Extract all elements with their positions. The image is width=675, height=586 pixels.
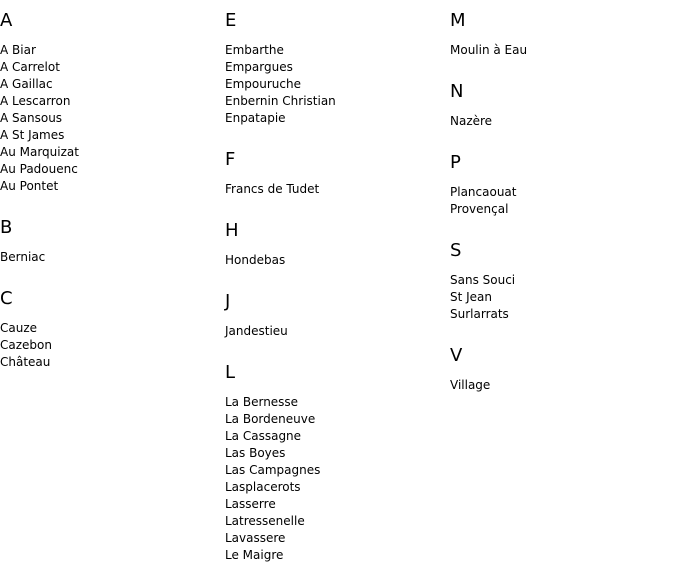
letter-group (0, 10, 220, 195)
place-link[interactable]: Francs de Tudet (225, 182, 320, 196)
letter-group (225, 10, 445, 127)
place-link[interactable]: Plancaouat (450, 185, 517, 199)
place-link[interactable]: Embarthe (225, 43, 284, 57)
place-link[interactable]: Jandestieu (225, 324, 288, 338)
letter-group (450, 345, 670, 394)
place-list (225, 323, 445, 340)
place-link[interactable]: A Carrelot (0, 60, 60, 74)
letter-heading: S (450, 240, 462, 261)
place-list (450, 42, 670, 59)
place-link[interactable]: Las Boyes (225, 446, 286, 460)
letter-group (450, 152, 670, 218)
place-link[interactable]: Le Maigre (225, 548, 284, 562)
place-list (225, 181, 445, 198)
place-list (0, 320, 220, 371)
place-link[interactable]: Au Padouenc (0, 162, 78, 176)
index-column (0, 10, 220, 393)
place-list (225, 394, 445, 564)
place-link[interactable]: A St James (0, 128, 65, 142)
index-column (450, 10, 670, 416)
place-link[interactable]: Lasserre (225, 497, 276, 511)
letter-heading: F (225, 149, 236, 170)
letter-group (450, 10, 670, 59)
letter-heading: L (225, 362, 236, 383)
place-link[interactable]: Provençal (450, 202, 509, 216)
place-link[interactable]: La Bernesse (225, 395, 299, 409)
place-list (450, 113, 670, 130)
place-list (450, 377, 670, 394)
letter-group (225, 220, 445, 269)
letter-group (225, 291, 445, 340)
place-link[interactable]: St Jean (450, 290, 493, 304)
place-link[interactable]: La Bordeneuve (225, 412, 316, 426)
letter-group (225, 149, 445, 198)
place-link[interactable]: Hondebas (225, 253, 286, 267)
place-list (225, 252, 445, 269)
letter-heading: C (0, 288, 13, 309)
letter-group (0, 288, 220, 371)
place-link[interactable]: Las Campagnes (225, 463, 321, 477)
place-link[interactable]: Surlarrats (450, 307, 509, 321)
place-link[interactable]: A Sansous (0, 111, 63, 125)
place-link[interactable]: Enbernin Christian (225, 94, 336, 108)
letter-group (0, 217, 220, 266)
letter-heading: B (0, 217, 13, 238)
place-link[interactable]: Empargues (225, 60, 293, 74)
letter-group (450, 81, 670, 130)
place-link[interactable]: Au Pontet (0, 179, 59, 193)
place-link[interactable]: Nazère (450, 114, 493, 128)
place-list (0, 42, 220, 195)
place-link[interactable]: Cauze (0, 321, 38, 335)
place-list (0, 249, 220, 266)
letter-heading: P (450, 152, 461, 173)
letter-group (450, 240, 670, 323)
letter-heading: N (450, 81, 464, 102)
place-list (225, 42, 445, 127)
letter-heading: M (450, 10, 466, 31)
place-link[interactable]: Lavassere (225, 531, 286, 545)
letter-group (225, 362, 445, 564)
place-link[interactable]: Cazebon (0, 338, 52, 352)
place-link[interactable]: Château (0, 355, 51, 369)
place-link[interactable]: Empouruche (225, 77, 301, 91)
letter-heading: H (225, 220, 239, 241)
letter-heading: A (0, 10, 13, 31)
letter-heading: J (225, 291, 231, 312)
place-list (450, 184, 670, 218)
place-link[interactable]: A Biar (0, 43, 36, 57)
letter-heading: E (225, 10, 237, 31)
place-link[interactable]: Lasplacerots (225, 480, 301, 494)
index-column (225, 10, 445, 586)
place-list (450, 272, 670, 323)
place-link[interactable]: Enpatapie (225, 111, 286, 125)
place-link[interactable]: La Cassagne (225, 429, 302, 443)
place-link[interactable]: Sans Souci (450, 273, 516, 287)
place-link[interactable]: A Gaillac (0, 77, 53, 91)
place-link[interactable]: A Lescarron (0, 94, 71, 108)
place-link[interactable]: Latressenelle (225, 514, 305, 528)
letter-heading: V (450, 345, 463, 366)
place-link[interactable]: Village (450, 378, 491, 392)
place-link[interactable]: Berniac (0, 250, 46, 264)
place-link[interactable]: Au Marquizat (0, 145, 79, 159)
place-link[interactable]: Moulin à Eau (450, 43, 528, 57)
